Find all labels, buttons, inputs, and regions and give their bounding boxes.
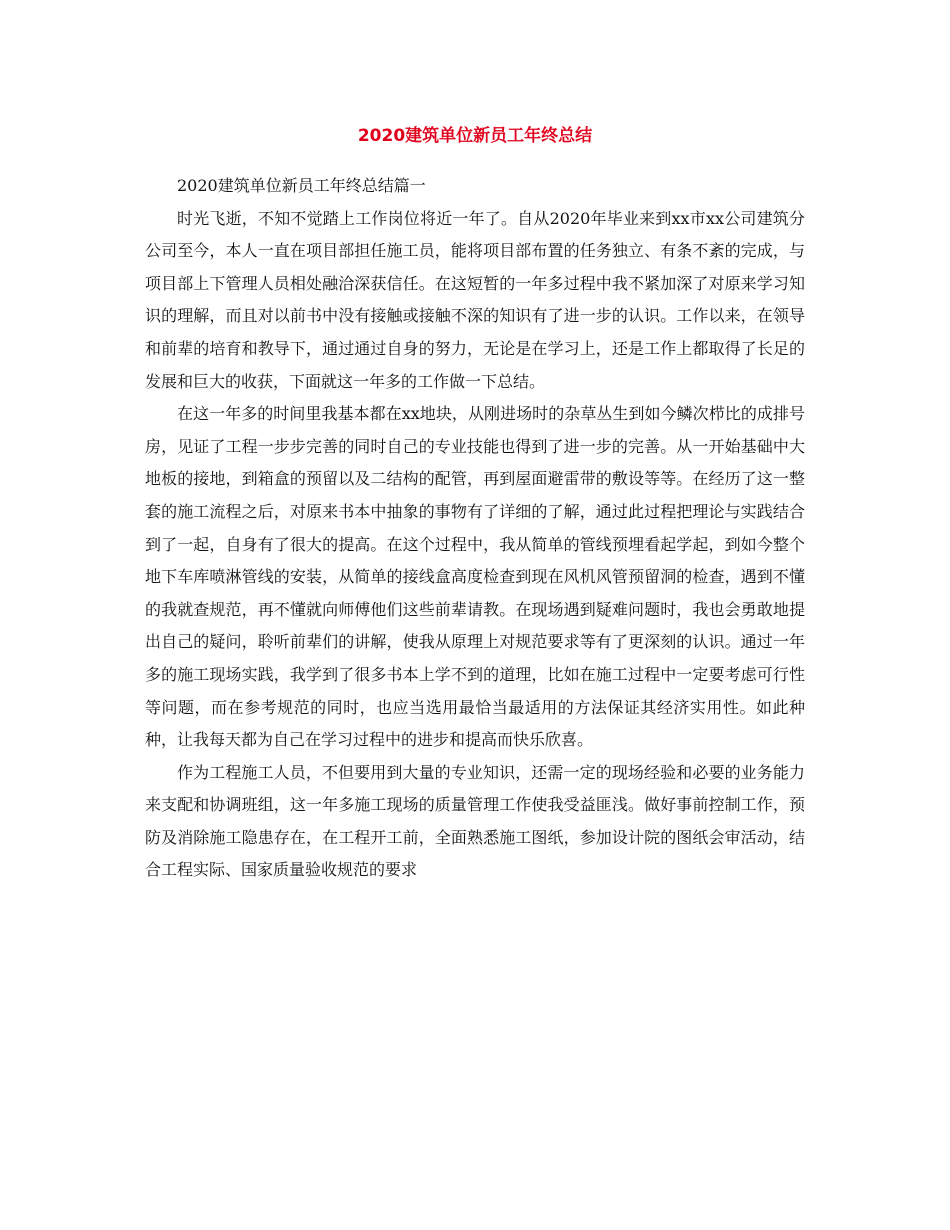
body-paragraph: 时光飞逝，不知不觉踏上工作岗位将近一年了。自从2020年毕业来到xx市xx公司建筑分公司至今，本人一直在项目部担任施工员，能将项目部布置的任务独立、有条不紊的完成，与项目部上下管理人员相处融洽深获信任。在这短暂的一年多过程中我不紧加深了对原来学习知识的理解，而且对以前书中没有接触或接触不深的知识有了进一步的认识。工作以来，在领导和前辈的培育和教导下，通过通过自身的努力，无论是在学习上，还是工作上都取得了长足的发展和巨大的收获，下面就这一年多的工作做一下总结。 (145, 208, 805, 391)
document-body (145, 170, 805, 887)
section-heading: 2020建筑单位新员工年终总结篇一 (177, 176, 426, 195)
document-title: 2020建筑单位新员工年终总结 (357, 126, 593, 146)
body-paragraph: 在这一年多的时间里我基本都在xx地块，从刚进场时的杂草丛生到如今鳞次栉比的成排号房，见证了工程一步步完善的同时自己的专业技能也得到了进一步的完善。从一开始基础中大地板的接地，到箱盒的预留以及二结构的配管，再到屋面避雷带的敷设等等。在经历了这一整套的施工流程之后，对原来书本中抽象的事物有了详细的了解，通过此过程把理论与实践结合到了一起，自身有了很大的提高。在这个过程中，我从简单的管线预埋看起学起，到如今整个地下车库喷淋管线的安装，从简单的接线盒高度检查到现在风机风管预留洞的检查，遇到不懂的我就查规范，再不懂就向师傅他们这些前辈请教。在现场遇到疑难问题时，我也会勇敢地提出自己的疑问，聆听前辈们的讲解，使我从原理上对规范要求等有了更深刻的认识。通过一年多的施工现场实践，我学到了很多书本上学不到的道理，比如在施工过程中一定要考虑可行性等问题，而在参考规范的同时，也应当选用最恰当最适用的方法保证其经济实用性。如此种种，让我每天都为自己在学习过程中的进步和提高而快乐欣喜。 (145, 404, 805, 750)
body-paragraph: 作为工程施工人员，不但要用到大量的专业知识，还需一定的现场经验和必要的业务能力来支配和协调班组，这一年多施工现场的质量管理工作使我受益匪浅。做好事前控制工作，预防及消除施工隐患存在，在工程开工前，全面熟悉施工图纸，参加设计院的图纸会审活动，结合工程实际、国家质量验收规范的要求 (145, 762, 805, 880)
